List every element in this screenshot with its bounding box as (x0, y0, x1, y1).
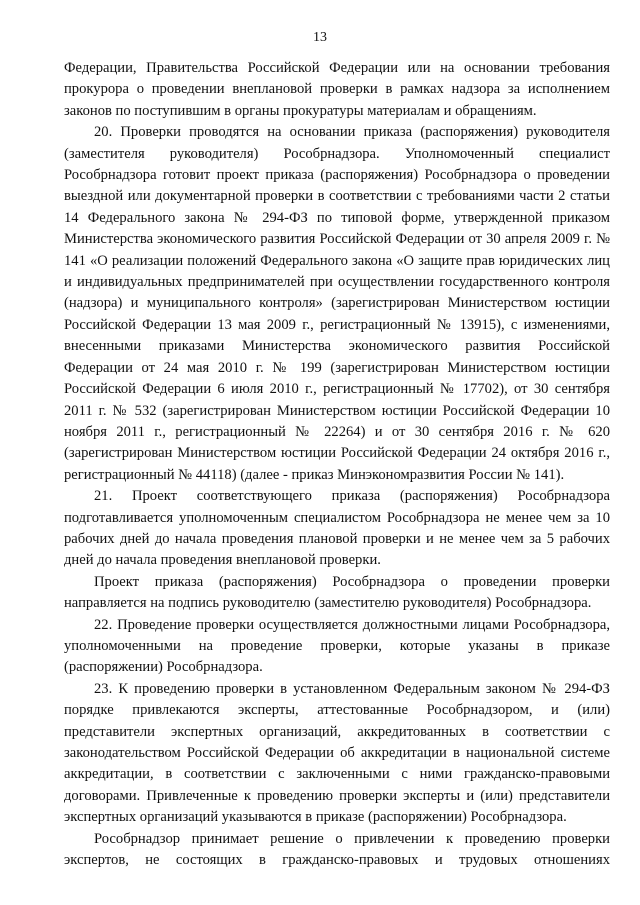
page-number: 13 (313, 30, 327, 45)
paragraph-21-project: Проект приказа (распоряжения) Рособрнадзора о проведении проверки направляется на подпись руководителю (заместителю руководителя) Рособрнадзора. (64, 573, 610, 612)
paragraph-20: 20. Проверки проводятся на основании приказа (распоряжения) руководителя (заместителя руководителя) Рособрнадзора. Уполномоченный специалист Рособрнадзора готовит проект приказа (распоряжения) Рособрнадзора о проведении выездной или документарной проверки в соответствии с требованиями части 2 статьи 14 Федерального закона № 294-ФЗ по типовой форме, утвержденной приказом Министерства экономического развития Российской Федерации от 30 апреля 2009 г. № 141 «О реализации положений Федерального закона «О защите прав юридических лиц и индивидуальных предпринимателей при осуществлении государственного контроля (надзора) и муниципального контроля» (зарегистрирован Министерством юстиции Российской Федерации 13 мая 2009 г., регистрационный № 13915), с изменениями, внесенными приказами Министерства экономического развития Российской Федерации от 24 мая 2010 г. № 199 (зарегистрирован Министерством юстиции Российской Федерации 6 июля 2010 г., регистрационный № 17702), от 30 сентября 2011 г. № 532 (зарегистрирован Министерством юстиции Российской Федерации 10 ноября 2011 г., регистрационный № 22264) и от 30 сентября 2016 г. № 620 (зарегистрирован Министерством юстиции Российской Федерации 24 октября 2016 г., регистрационный № 44118) (далее - приказ Минэкономразвития России № 141). (64, 124, 610, 483)
paragraph-22: 22. Проведение проверки осуществляется должностными лицами Рособрнадзора, уполномоченными на проведение проверки, которые указаны в приказе (распоряжении) Рособрнадзора. (64, 616, 610, 676)
paragraph-23: 23. К проведению проверки в установленном Федеральным законом № 294-ФЗ порядке привлекаются эксперты, аттестованные Рособрнадзором, и (или) представители экспертных организаций, аккредитованных в соответствии с законодательством Российской Федерации об аккредитации в национальной системе аккредитации, в соответствии с заключенными с ними гражданско-правовыми договорами. Привлеченные к проведению проверки эксперты и (или) представители экспертных организаций указываются в приказе (распоряжении) Рособрнадзора. (64, 680, 610, 826)
document-body (64, 58, 610, 871)
paragraph-23-decision: Рособрнадзор принимает решение о привлечении к проведению проверки экспертов, не состоящих в гражданско-правовых и трудовых отношениях (64, 830, 610, 869)
paragraph-21: 21. Проект соответствующего приказа (распоряжения) Рособрнадзора подготавливается уполномоченным специалистом Рособрнадзора не менее чем за 10 рабочих дней до начала проведения плановой проверки и не менее чем за 5 рабочих дней до начала проведения внеплановой проверки. (64, 488, 610, 569)
paragraph-continuation: Федерации, Правительства Российской Федерации или на основании требования прокурора о проведении внеплановой проверки в рамках надзора за исполнением законов по поступившим в органы прокуратуры материалам и обращениям. (64, 60, 610, 119)
